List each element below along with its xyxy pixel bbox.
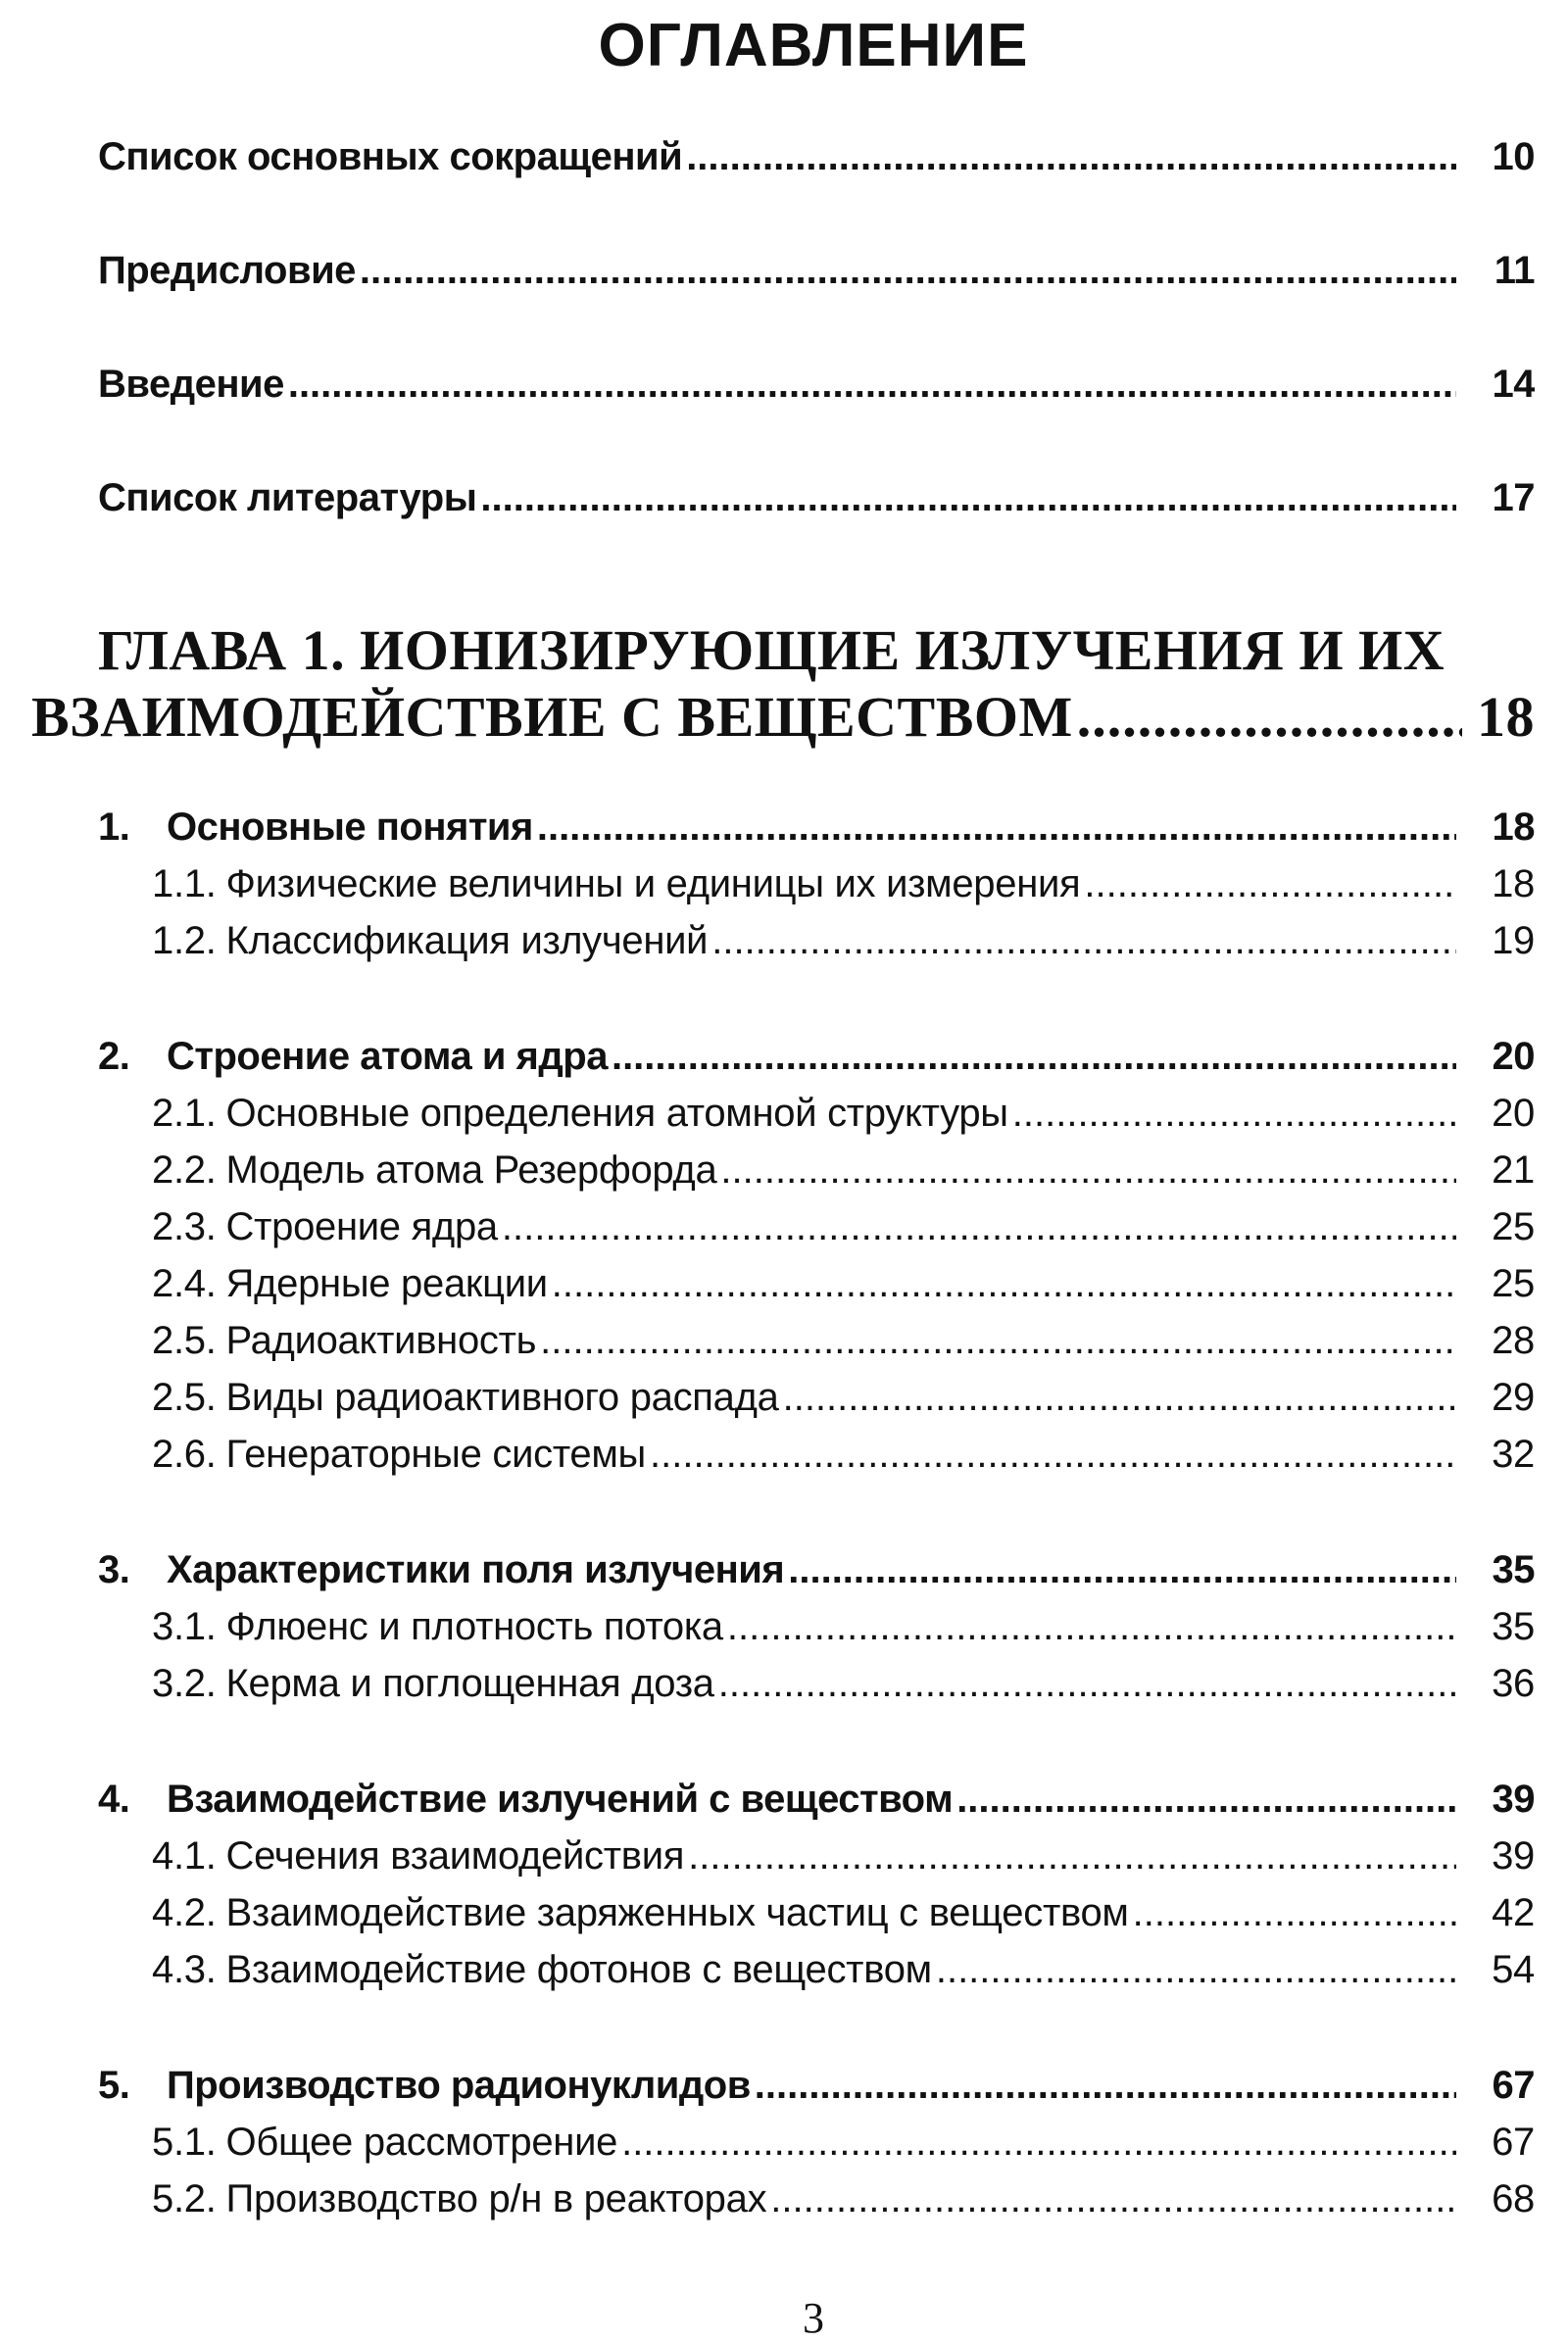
leader-dots (755, 2064, 1456, 2108)
page-number: 3 (803, 2294, 824, 2342)
subsection-page: 19 (1492, 919, 1535, 962)
subsection-number: 4.2. (152, 1891, 217, 1934)
leader-dots (621, 2121, 1456, 2165)
subsection-entry[interactable] (152, 1891, 1535, 1935)
subsection-entry[interactable] (152, 2121, 1535, 2165)
toc-entry-label: Введение (98, 363, 284, 406)
leader-dots (360, 249, 1456, 293)
subsection-label: Сечения взаимодействия (225, 1834, 685, 1878)
toc-entry-label: Предисловие (98, 249, 356, 292)
toc-entry-page: 17 (1492, 476, 1535, 519)
subsection-label: Строение ядра (225, 1205, 498, 1248)
subsection-page: 39 (1492, 1834, 1535, 1878)
subsection-number: 2.1. (152, 1092, 217, 1135)
chapter-page: 18 (1477, 685, 1535, 749)
leader-dots (711, 919, 1456, 963)
leader-dots (540, 1319, 1456, 1363)
subsection-entry[interactable] (152, 1376, 1535, 1420)
subsection-page: 28 (1492, 1319, 1535, 1362)
subsection-entry[interactable] (152, 1605, 1535, 1649)
section-entry[interactable] (98, 1035, 1535, 1079)
subsection-page: 32 (1492, 1433, 1535, 1476)
section-number: 4. (98, 1778, 130, 1821)
subsection-entry[interactable] (152, 1148, 1535, 1193)
leader-dots (727, 1605, 1456, 1649)
subsection-page: 25 (1492, 1205, 1535, 1248)
leader-dots (480, 476, 1456, 520)
subsection-entry[interactable] (152, 862, 1535, 906)
section-number: 1. (98, 805, 130, 849)
subsection-label: Керма и поглощенная доза (225, 1662, 714, 1705)
leader-dots (552, 1262, 1456, 1306)
section-page: 39 (1492, 1778, 1535, 1821)
subsection-number: 2.6. (152, 1433, 217, 1476)
subsection-label: Модель атома Резерфорда (225, 1148, 717, 1192)
leader-dots (936, 1948, 1456, 1992)
subsection-entry[interactable] (152, 919, 1535, 963)
leader-dots (688, 1834, 1456, 1878)
page-title: ОГЛАВЛЕНИЕ (598, 12, 1029, 79)
section-number: 5. (98, 2064, 130, 2107)
toc-entry-page: 10 (1492, 135, 1535, 178)
leader-dots (288, 363, 1456, 407)
subsection-label: Ядерные реакции (225, 1262, 548, 1305)
section-label: Характеристики поля излучения (167, 1548, 785, 1591)
section-page: 18 (1492, 805, 1535, 849)
subsection-page: 42 (1492, 1891, 1535, 1934)
subsection-number: 1.1. (152, 862, 217, 905)
chapter-title-line2: ВЗАИМОДЕЙСТВИЕ С ВЕЩЕСТВОМ (31, 685, 1073, 749)
subsection-entry[interactable] (152, 1092, 1535, 1136)
chapter-entry[interactable] (31, 684, 1535, 750)
subsection-label: Основные определения атомной структуры (225, 1092, 1008, 1135)
subsection-label: Взаимодействие заряженных частиц с веществом (225, 1891, 1129, 1934)
leader-dots (502, 1205, 1456, 1249)
subsection-entry[interactable] (152, 1948, 1535, 1992)
subsection-page: 25 (1492, 1262, 1535, 1305)
subsection-number: 2.3. (152, 1205, 217, 1248)
leader-dots (770, 2177, 1456, 2221)
subsection-number: 2.2. (152, 1148, 217, 1192)
subsection-label: Взаимодействие фотонов с веществом (225, 1948, 932, 1991)
leader-dots (612, 1035, 1456, 1079)
subsection-entry[interactable] (152, 1834, 1535, 1878)
section-label: Строение атома и ядра (167, 1035, 608, 1078)
subsection-label: Производство р/н в реакторах (225, 2177, 767, 2220)
subsection-page: 36 (1492, 1662, 1535, 1705)
subsection-entry[interactable] (152, 2177, 1535, 2221)
subsection-page: 68 (1492, 2177, 1535, 2220)
subsection-number: 3.1. (152, 1605, 217, 1648)
toc-entry[interactable] (98, 363, 1535, 407)
subsection-number: 2.5. (152, 1319, 217, 1362)
toc-entry-label: Список основных сокращений (98, 135, 683, 178)
leader-dots (537, 805, 1456, 850)
subsection-page: 35 (1492, 1605, 1535, 1648)
subsection-number: 5.2. (152, 2177, 217, 2220)
section-page: 35 (1492, 1548, 1535, 1591)
section-page: 20 (1492, 1035, 1535, 1078)
subsection-page: 21 (1492, 1148, 1535, 1192)
section-entry[interactable] (98, 1778, 1535, 1822)
subsection-page: 67 (1492, 2121, 1535, 2164)
subsection-entry[interactable] (152, 1433, 1535, 1477)
leader-dots (956, 1778, 1456, 1822)
leader-dots (788, 1548, 1456, 1592)
toc-entry[interactable] (98, 135, 1535, 179)
subsection-label: Физические величины и единицы их измерения (225, 862, 1081, 905)
section-label: Производство радионуклидов (167, 2064, 751, 2107)
section-page: 67 (1492, 2064, 1535, 2107)
subsection-label: Общее рассмотрение (225, 2121, 618, 2164)
subsection-label: Флюенс и плотность потока (225, 1605, 723, 1648)
chapter-title-line1: ГЛАВА 1. ИОНИЗИРУЮЩИЕ ИЗЛУЧЕНИЯ И ИХ (98, 618, 1446, 682)
section-entry[interactable] (98, 1548, 1535, 1592)
subsection-entry[interactable] (152, 1205, 1535, 1249)
subsection-number: 4.1. (152, 1834, 217, 1878)
subsection-page: 18 (1492, 862, 1535, 905)
leader-dots (1077, 684, 1462, 750)
subsection-number: 4.3. (152, 1948, 217, 1991)
subsection-entry[interactable] (152, 1262, 1535, 1306)
section-number: 2. (98, 1035, 130, 1078)
leader-dots (720, 1148, 1456, 1193)
subsection-number: 1.2. (152, 919, 217, 962)
subsection-number: 2.4. (152, 1262, 217, 1305)
subsection-number: 3.2. (152, 1662, 217, 1705)
subsection-label: Радиоактивность (225, 1319, 537, 1362)
subsection-number: 2.5. (152, 1376, 217, 1419)
toc-entry[interactable] (98, 249, 1535, 293)
subsection-page: 29 (1492, 1376, 1535, 1419)
leader-dots (686, 135, 1456, 179)
section-entry[interactable] (98, 2064, 1535, 2108)
leader-dots (783, 1376, 1456, 1420)
subsection-page: 20 (1492, 1092, 1535, 1135)
section-label: Основные понятия (167, 805, 533, 849)
subsection-page: 54 (1492, 1948, 1535, 1991)
toc-entry-label: Список литературы (98, 476, 477, 519)
section-number: 3. (98, 1548, 130, 1591)
leader-dots (718, 1662, 1456, 1706)
subsection-label: Виды радиоактивного распада (225, 1376, 779, 1419)
toc-entry[interactable] (98, 476, 1535, 520)
subsection-label: Генераторные системы (225, 1433, 646, 1476)
leader-dots (650, 1433, 1456, 1477)
leader-dots (1084, 862, 1456, 906)
leader-dots (1012, 1092, 1456, 1136)
section-label: Взаимодействие излучений с веществом (167, 1778, 954, 1821)
subsection-entry[interactable] (152, 1662, 1535, 1706)
toc-entry-page: 14 (1492, 363, 1535, 406)
section-entry[interactable] (98, 805, 1535, 850)
subsection-entry[interactable] (152, 1319, 1535, 1363)
toc-entry-page: 11 (1494, 249, 1535, 292)
subsection-label: Классификация излучений (225, 919, 709, 962)
leader-dots (1133, 1891, 1456, 1935)
subsection-number: 5.1. (152, 2121, 217, 2164)
